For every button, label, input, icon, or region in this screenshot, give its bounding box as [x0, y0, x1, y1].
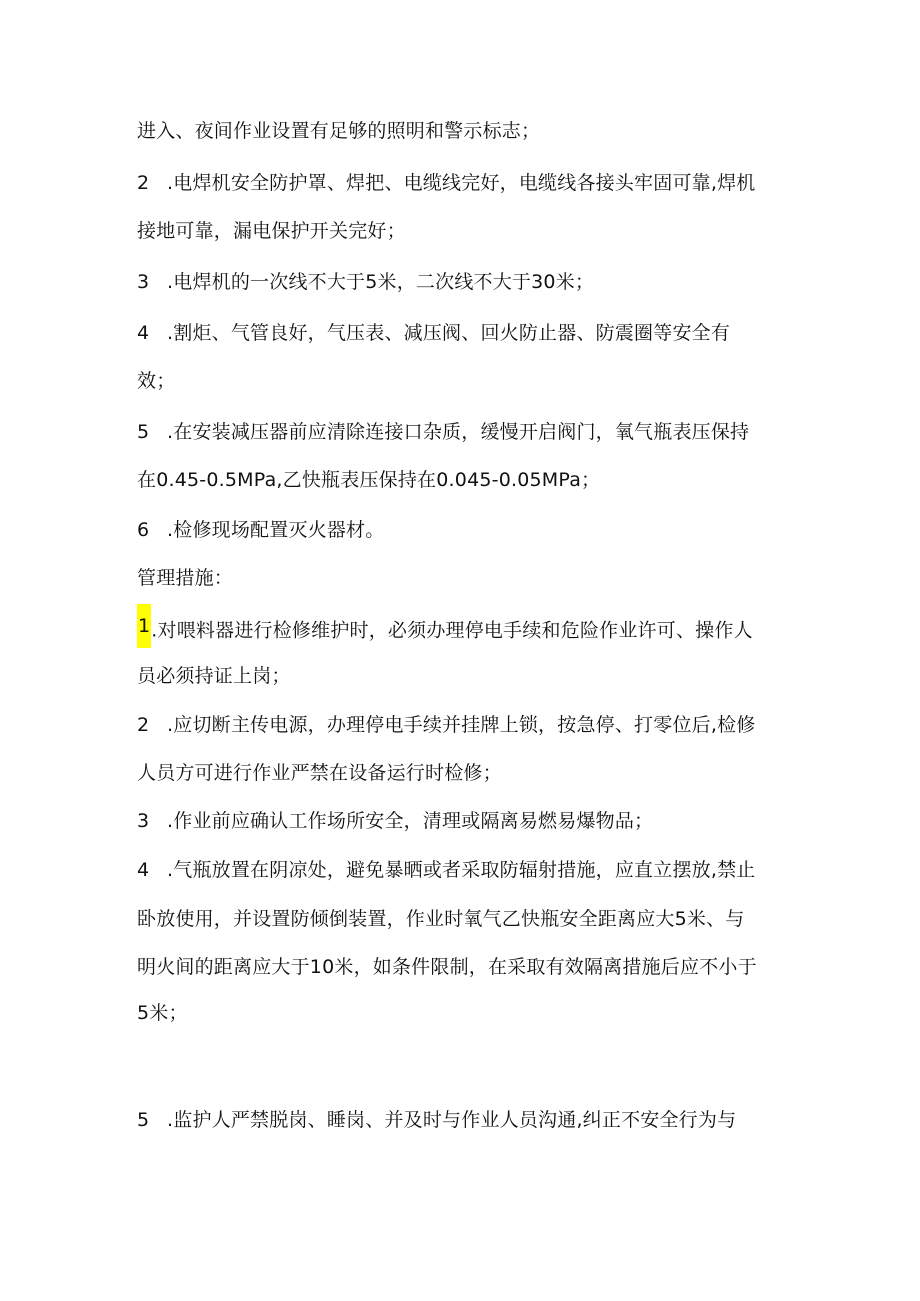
list-number: 4: [137, 322, 150, 344]
list-number: 5: [137, 1109, 150, 1131]
list-number: 4: [137, 859, 150, 881]
text-line: 进入、夜间作业设置有足够的照明和警示标志；: [137, 120, 541, 142]
list-item: 1.对喂料器进行检修维护时，必须办理停电手续和危险作业许可、操作人: [137, 614, 753, 648]
text-line: 卧放使用，并设置防倾倒装置，作业时氧气乙快瓶安全距离应大5米、与: [137, 908, 745, 930]
list-item: 6 .检修现场配置灭火器材。: [137, 519, 385, 541]
list-number: 2: [137, 714, 150, 736]
list-number: 3: [137, 271, 150, 293]
text-line: 员必须持证上岗；: [137, 665, 291, 687]
list-item: 4 .气瓶放置在阴凉处，避免暴晒或者采取防辐射措施，应直立摆放,禁止: [137, 859, 756, 881]
list-number: 2: [137, 172, 150, 194]
text-line: 接地可靠，漏电保护开关完好；: [137, 220, 406, 242]
text-line: 明火间的距离应大于10米，如条件限制，在采取有效隔离措施后应不小于: [137, 956, 757, 978]
list-item: 5 .监护人严禁脱岗、睡岗、并及时与作业人员沟通,纠正不安全行为与: [137, 1109, 737, 1131]
list-item: 3 .作业前应确认工作场所安全，清理或隔离易燃易爆物品；: [137, 810, 654, 832]
text-line: 5米；: [137, 1002, 188, 1024]
list-number: 5: [137, 421, 150, 443]
list-item: 4 .割炬、气管良好，气压表、减压阀、回火防止器、防震圈等安全有: [137, 322, 731, 344]
section-heading: 管理措施：: [137, 567, 234, 589]
list-item: 2 .电焊机安全防护罩、焊把、电缆线完好，电缆线各接头牢固可靠,焊机: [137, 172, 756, 194]
list-item: 5 .在安装减压器前应清除连接口杂质，缓慢开启阀门，氧气瓶表压保持: [137, 421, 750, 443]
list-item: 3 .电焊机的一次线不大于5米，二次线不大于30米；: [137, 271, 595, 293]
list-number: 6: [137, 519, 150, 541]
highlighted-number: 1: [137, 604, 151, 648]
text-line: 效；: [137, 370, 176, 392]
text-line: 在0.45-0.5MPa,乙快瓶表压保持在0.045-0.05MPa；: [137, 469, 601, 491]
list-number: 3: [137, 810, 150, 832]
list-item: 2 .应切断主传电源，办理停电手续并挂牌上锁，按急停、打零位后,检修: [137, 714, 756, 736]
text-line: 人员方可进行作业严禁在设备运行时检修；: [137, 762, 502, 784]
